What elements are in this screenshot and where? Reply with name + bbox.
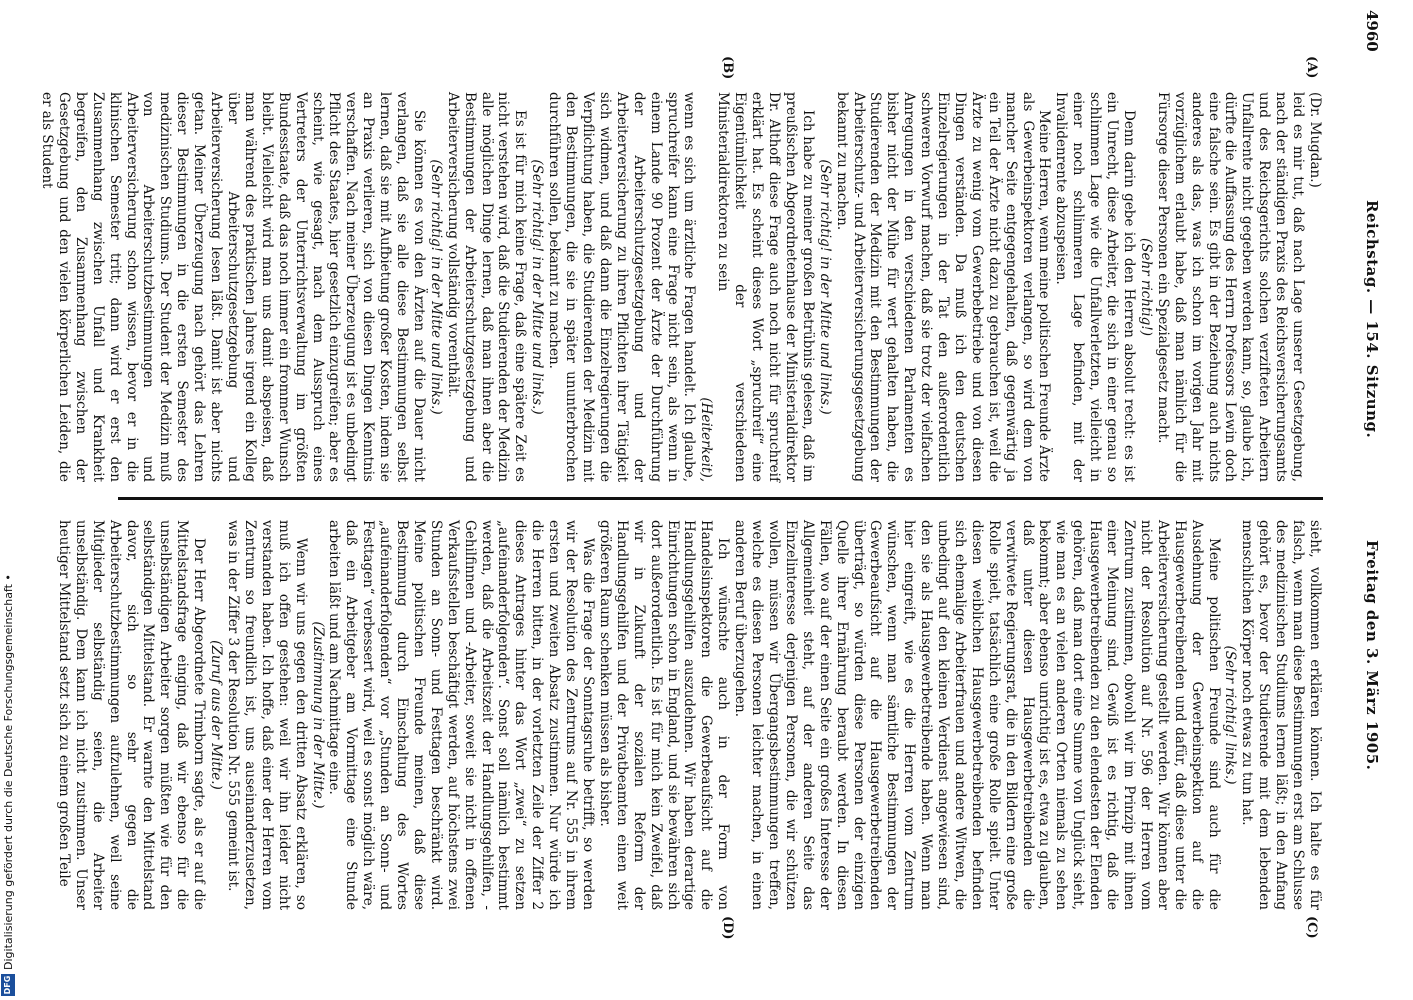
paragraph: Was die Frage der Sonntagsruhe betrifft, so werden wir der Resolution des Zentrums auf Nr. 555 in ihrem ersten und zweiten Absatz zustimmen. Nur würde ich die Herren bitten, in der vorletzten Zeile der Ziffer 2 dieses Antrages hinter das Wort „zwei“ zu setzen „aufeinanderfolgenden“. Sonst soll nämlich bestimmt werden, daß die Arbeitszeit der Handlungsgehilfen, -Gehilfinnen und -Arbeiter, soweit sie nicht in offenen Verkaufsstellen beschäftigt werden, auf höchstens zwei Stunden an Sonn- und Festtagen beschränkt wird. Meine politischen Freunde meinen, daß diese Bestimmung durch Einschaltung des Wortes „aufeinanderfolgenden“ vor „Stunden an Sonn- und Festtagen“ verbessert wird, weil es sonst möglich wäre, daß ein Arbeitgeber am Vormittage eine Stunde arbeiten läßt und am Nachmittage eine. [326,520,597,910]
paragraph: Ich habe zu meiner großen Betrübnis gelesen, daß im preußischen Abgeordnetenhause der Ministerialdirektor Dr. Althoff diese Frage auch noch nicht für spruchreif erklärt hat. Es scheint dieses Wort „spruchreif“ eine Eigentümlichkeit der verschiedenen Ministerialdirektoren zu sein [715,92,816,482]
session-title: Reichstag. — 154. Sitzung. [1363,200,1381,439]
speaker-name: (Dr. Mugdan.) [1307,92,1323,188]
interjection: (Sehr richtig! links.) [1222,645,1239,785]
paragraph: Es ist für mich keine Frage, daß eine spätere Zeit es nicht verstehen wird, daß die Studierenden der Medizin alle möglichen Dinge lernen, daß man ihnen aber die Bestimmungen der Arbeiterschutzgesetzgebung und Arbeiterversicherung vollständig vorenthält. [444,92,529,482]
interjection: (Zustimmung in der Mitte.) [309,621,326,809]
interjection: (Sehr richtig! in der Mitte und links.) [816,159,833,415]
paragraph: leid es mir tut, daß nach Lage unserer Gesetzgebung, nach der ständigen Praxis des Reichsversicherungsamts und des Reichsgerichts solchen verzifteten Arbeitern Unfallrente nicht gegeben werden kann, so, glaube ich, dürfte die Auffassung des Herrn Professors Lewin doch eine falsche sein. Es gibt in der Beziehung auch nichts anderes als das, was ich schon im vorigen Jahr mit vorzüglichem erlaubt habe, daß man nämlich für die Fürsorge dieser Personen ein Spezialgesetz macht. [1154,92,1307,482]
paragraph: wenn es sich um ärztliche Fragen handelt. Ich glaube, spruchreifer kann eine Frage nicht sein, als wenn in einem Lande 90 Prozent der Ärzte der Durchführung der Arbeiterschutzgesetzgebung und der Arbeiterversicherung zu ihren Pflichten ihrer Tätigkeit sich widmen, und daß dann die Einzelregierungen die Verpflichtung haben, die Studierenden der Medizin mit den Bestimmungen, die sie in später ununterbrochen durchführen sollen, bekannt zu machen. [546,92,698,482]
paragraph: Meine politischen Freunde sind auch für die Ausdehnung der Gewerbeinspektion auf die Hausgewerbetreibenden und dafür, daß diese unter die Arbeiterversicherung gestellt werden. Wir können aber nicht der Resolution auf Nr. 596 der Herren vom Zentrum zustimmen, obwohl wir im Prinzip mit ihnen einer Meinung sind. Gewiß ist es richtig, daß die Hausgewerbetreibenden zu den elendesten der Elenden gehören, daß man dort eine Summe von Unglück sieht, wie man es an vielen anderen Orten niemals zu sehen bekommt; aber ebenso unrichtig ist es, etwa zu glauben, daß unter diesen Hausgewerbetreibenden die verwitwete Regierungsrat, die in den Bildern eine große Rolle spielt, tatsächlich eine große Rolle spielt. Unter diesen weiblichen Hausgewerbetreibenden befinden sich ehemalige Arbeiterfrauen und andere Witwen, die unbedingt auf den kleinen Verdienst angewiesen sind, den sie als Hausgewerbetreibende haben. Wenn man hier eingreift, wie es die Herren vom Zentrum wünschen, wenn man sämtliche Bestimmungen der Gewerbeaufsicht auf die Hausgewerbetreibenden überträgt, so würden diese Personen der einzigen Quelle ihrer Ernährung beraubt werden. In diesen Fällen, wo auf der einen Seite ein großes Interesse der Allgemeinheit steht, auf der anderen Seite das Einzelinteresse derjenigen Personen, die wir schützen wollen, müssen wir Übergangsbestimmungen treffen, welche es diesen Personen leichter machen, in einen anderen Beruf überzugehen. [732,520,1222,910]
paragraph: Wenn wir uns gegen den dritten Absatz erklären, so muß ich offen gestehen: weil wir ihn leider nicht verstanden haben. Ich hoffe, daß einer der Herren vom Zentrum so freundlich ist, uns auseinanderzusetzen, was in der Ziffer 3 der Resolution Nr. 555 gemeint ist. [225,520,309,910]
paragraph: Der Herr Abgeordnete Trimborn sagte, als er auf die Mittelstandsfrage einging, daß wir ebenso für die unselbständigen Arbeiter sorgen müßten wie für den selbständigen Mittelstand. Er warnte den Mittelstand davor, sich so sehr gegen die Arbeiterschutzbestimmungen aufzulehnen, weil seine Mitglieder selbständig seien, die Arbeiter unselbständig. Dem kann ich nicht zustimmen. Unser heutiger Mittelstand setzt sich zu einem großen Teile [55,520,208,910]
credit-strip [0,0,26,1000]
dfg-logo: DFG [1,974,15,996]
paragraph: Sie können es von den Ärzten auf die Dauer nicht verlangen, daß sie alle diese Bestimmungen selbst lernen, daß sie mit Aufbietung großer Kosten, indem sie an Praxis verlieren, sich von diesen Dingen Kenntnis verschaffen. Nach meiner Überzeugung ist es unbedingt Pflicht des Staates, hier gesetzlich einzugreifen; aber es scheint, wie gesagt, nach dem Ausspruch eines Vertreters der Unterrichtsverwaltung im größten Bundesstaate, daß das noch immer ein frommer Wunsch bleibt. Vielleicht wird man uns damit abspeisen, daß man während des praktischen Jahres irgend ein Kolleg über Arbeiterschutzgesetzgebung und Arbeiterversicherung lesen läßt. Damit ist aber nichts getan. Meiner Überzeugung nach gehört das Lehren dieser Bestimmungen in die ersten Semester des medizinischen Studiums. Der Student der Medizin muß von Arbeiterschutzbestimmungen und Arbeiterversicherung schon wissen, bevor er in die klinischen Semester tritt; dann wird er erst den Zusammenhang zwischen Unfall und Krankheit begreifen, den Zusammenhang zwischen der Gesetzgebung und den vielen körperlichen Leiden, die er als Student [39,92,427,482]
paragraph: Meine Herren, wenn meine politischen Freunde Ärzte als Gewerbeinspektoren verlangen, so wird dem von mancher Seite entgegengehalten, daß gegenwärtig ja ein Teil der Ärzte nicht dazu zu gebrauchen ist, weil die Ärzte zu wenig vom Gewerbebetriebe und von diesen Dingen verständen. Da muß ich den deutschen Einzelregierungen in der Tat den außerordentlich schweren Vorwurf machen, daß sie trotz der vielfachen Anregungen in den verschiedenen Parlamenten es bisher nicht der Mühe für wert gehalten haben, die Studierenden der Medizin mit den Bestimmungen der Arbeiterschutz- und Arbeiterversicherungsgesetzgebung bekannt zu machen. [833,92,1053,482]
margin-mark-c: (C) [1304,916,1319,939]
page-number: 4960 [1363,10,1381,52]
interjection: (Sehr richtig!) [1137,237,1154,337]
paragraph: Denn darin gebe ich den Herren absolut recht: es ist ein Unrecht, diese Arbeiter, die sich in einer genau so schlimmen Lage wie die Unfallverletzten, vielleicht in einer noch schlimmeren Lage befinden, mit der Invalidenrente abzuspeisen. [1053,92,1138,482]
page-header [1359,0,1383,1000]
margin-mark-d: (D) [720,916,735,940]
paragraph: Ich wünschte auch in der Form von Handelsinspektoren die Gewerbeaufsicht auf die Handlungsgehilfen auszudehnen. Wir haben derartige Einrichtungen schon in England, und sie bewähren sich dort außerordentlich. Es ist für mich kein Zweifel, daß wir in Zukunft der sozialen Reform der Handlungsgehilfen und der Privatbeamten einen weit größeren Raum schenken müssen als bisher. [596,520,732,910]
right-text-column [55,520,1323,910]
interjection: (Zuruf aus der Mitte.) [208,640,225,790]
margin-mark-b: (B) [720,56,735,80]
column-divider [118,497,1323,500]
interjection: (Heiterkeit), [698,397,715,482]
paragraph: sieht, vollkommen erklären können. Ich halte es für falsch, wenn man diese Bestimmungen erst am Schlusse des medizinischen Studiums lernen läßt; in den Anfang gehört es, bevor der Studierende mit dem lebenden menschlichen Körper noch etwas zu tun hat. [1239,520,1323,910]
left-text-column [39,92,1323,482]
margin-mark-a: (A) [1304,56,1319,79]
session-date: Freitag den 3. März 1905. [1363,540,1381,771]
interjection: (Sehr richtig! in der Mitte und links.) [529,159,546,415]
credit-text: Digitalisierung gefördert durch die Deutsche Forschungsgemeinschaft • [2,574,15,970]
interjection: (Sehr richtig! in der Mitte und links.) [427,159,444,415]
